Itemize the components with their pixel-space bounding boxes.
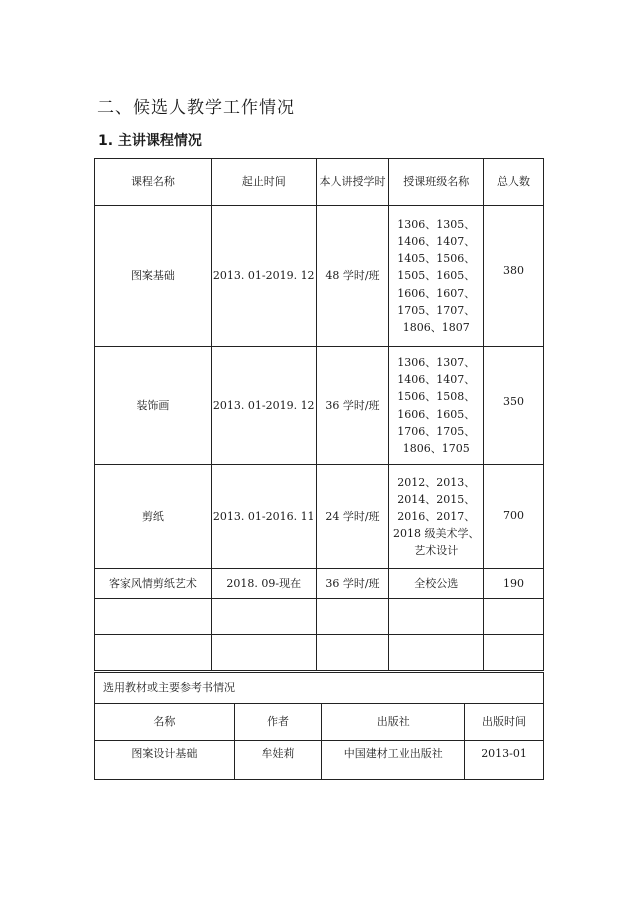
table-row xyxy=(95,569,544,599)
empty-cell xyxy=(389,599,484,635)
course-table xyxy=(94,158,544,671)
course-classes xyxy=(389,206,484,347)
course-period: 2013. 01-2016. 11 xyxy=(211,465,316,569)
reference-header-row xyxy=(95,704,544,741)
book-date: 2013-01 xyxy=(465,741,544,780)
course-total: 190 xyxy=(484,569,544,599)
course-classes xyxy=(389,347,484,465)
header-classes: 授课班级名称 xyxy=(389,159,484,206)
header-publish-date: 出版时间 xyxy=(465,704,544,741)
reference-label-row xyxy=(95,673,544,704)
header-author: 作者 xyxy=(234,704,322,741)
table-row xyxy=(95,206,544,347)
class-line: 1705、1707、 xyxy=(397,303,476,317)
book-publisher: 中国建材工业出版社 xyxy=(322,741,465,780)
course-total: 380 xyxy=(484,206,544,347)
class-line: 2018 级美术学、 xyxy=(392,527,480,541)
header-book-name: 名称 xyxy=(95,704,235,741)
course-name: 装饰画 xyxy=(95,347,212,465)
header-total: 总人数 xyxy=(484,159,544,206)
course-total: 350 xyxy=(484,347,544,465)
reference-section-label: 选用教材或主要参考书情况 xyxy=(95,673,544,704)
empty-cell xyxy=(316,599,389,635)
course-period: 2018. 09-现在 xyxy=(211,569,316,599)
subsection-title: 1. 主讲课程情况 xyxy=(98,133,202,149)
course-classes xyxy=(389,465,484,569)
course-hours: 24 学时/班 xyxy=(316,465,389,569)
course-total: 700 xyxy=(484,465,544,569)
class-line: 1405、1506、 xyxy=(397,252,476,266)
course-hours: 48 学时/班 xyxy=(316,206,389,347)
class-line: 2012、2013、 xyxy=(397,475,476,489)
class-line: 1306、1305、 xyxy=(397,218,476,232)
empty-cell xyxy=(389,635,484,671)
course-period: 2013. 01-2019. 12 xyxy=(211,347,316,465)
empty-row xyxy=(95,599,544,635)
class-line: 1406、1407、 xyxy=(397,235,476,249)
course-period: 2013. 01-2019. 12 xyxy=(211,206,316,347)
class-line: 1506、1508、 xyxy=(397,390,476,404)
class-line: 1806、1807 xyxy=(402,320,470,334)
class-line: 2016、2017、 xyxy=(397,509,476,523)
book-name: 图案设计基础 xyxy=(95,741,235,780)
class-line: 1306、1307、 xyxy=(397,356,476,370)
empty-cell xyxy=(484,599,544,635)
course-hours: 36 学时/班 xyxy=(316,347,389,465)
table-row xyxy=(95,347,544,465)
table-row xyxy=(95,465,544,569)
empty-cell xyxy=(211,599,316,635)
course-hours: 36 学时/班 xyxy=(316,569,389,599)
header-hours: 本人讲授学时 xyxy=(316,159,389,206)
section-title: 二、候选人教学工作情况 xyxy=(97,98,295,118)
table-row xyxy=(95,741,544,780)
empty-row xyxy=(95,635,544,671)
empty-cell xyxy=(484,635,544,671)
course-name: 客家风情剪纸艺术 xyxy=(95,569,212,599)
course-name: 图案基础 xyxy=(95,206,212,347)
class-line: 艺术设计 xyxy=(414,544,459,558)
header-publisher: 出版社 xyxy=(322,704,465,741)
book-author: 牟娃莉 xyxy=(234,741,322,780)
course-table-header-row xyxy=(95,159,544,206)
class-line: 1606、1605、 xyxy=(397,407,476,421)
reference-table xyxy=(94,672,544,780)
class-line: 2014、2015、 xyxy=(397,492,476,506)
class-line: 1806、1705 xyxy=(402,441,470,455)
class-line: 1406、1407、 xyxy=(397,373,476,387)
class-line: 全校公选 xyxy=(414,576,459,590)
class-line: 1505、1605、 xyxy=(397,269,476,283)
empty-cell xyxy=(211,635,316,671)
header-course-name: 课程名称 xyxy=(95,159,212,206)
course-classes xyxy=(389,569,484,599)
empty-cell xyxy=(95,635,212,671)
class-line: 1706、1705、 xyxy=(397,424,476,438)
class-line: 1606、1607、 xyxy=(397,286,476,300)
course-name: 剪纸 xyxy=(95,465,212,569)
header-period: 起止时间 xyxy=(211,159,316,206)
empty-cell xyxy=(316,635,389,671)
empty-cell xyxy=(95,599,212,635)
